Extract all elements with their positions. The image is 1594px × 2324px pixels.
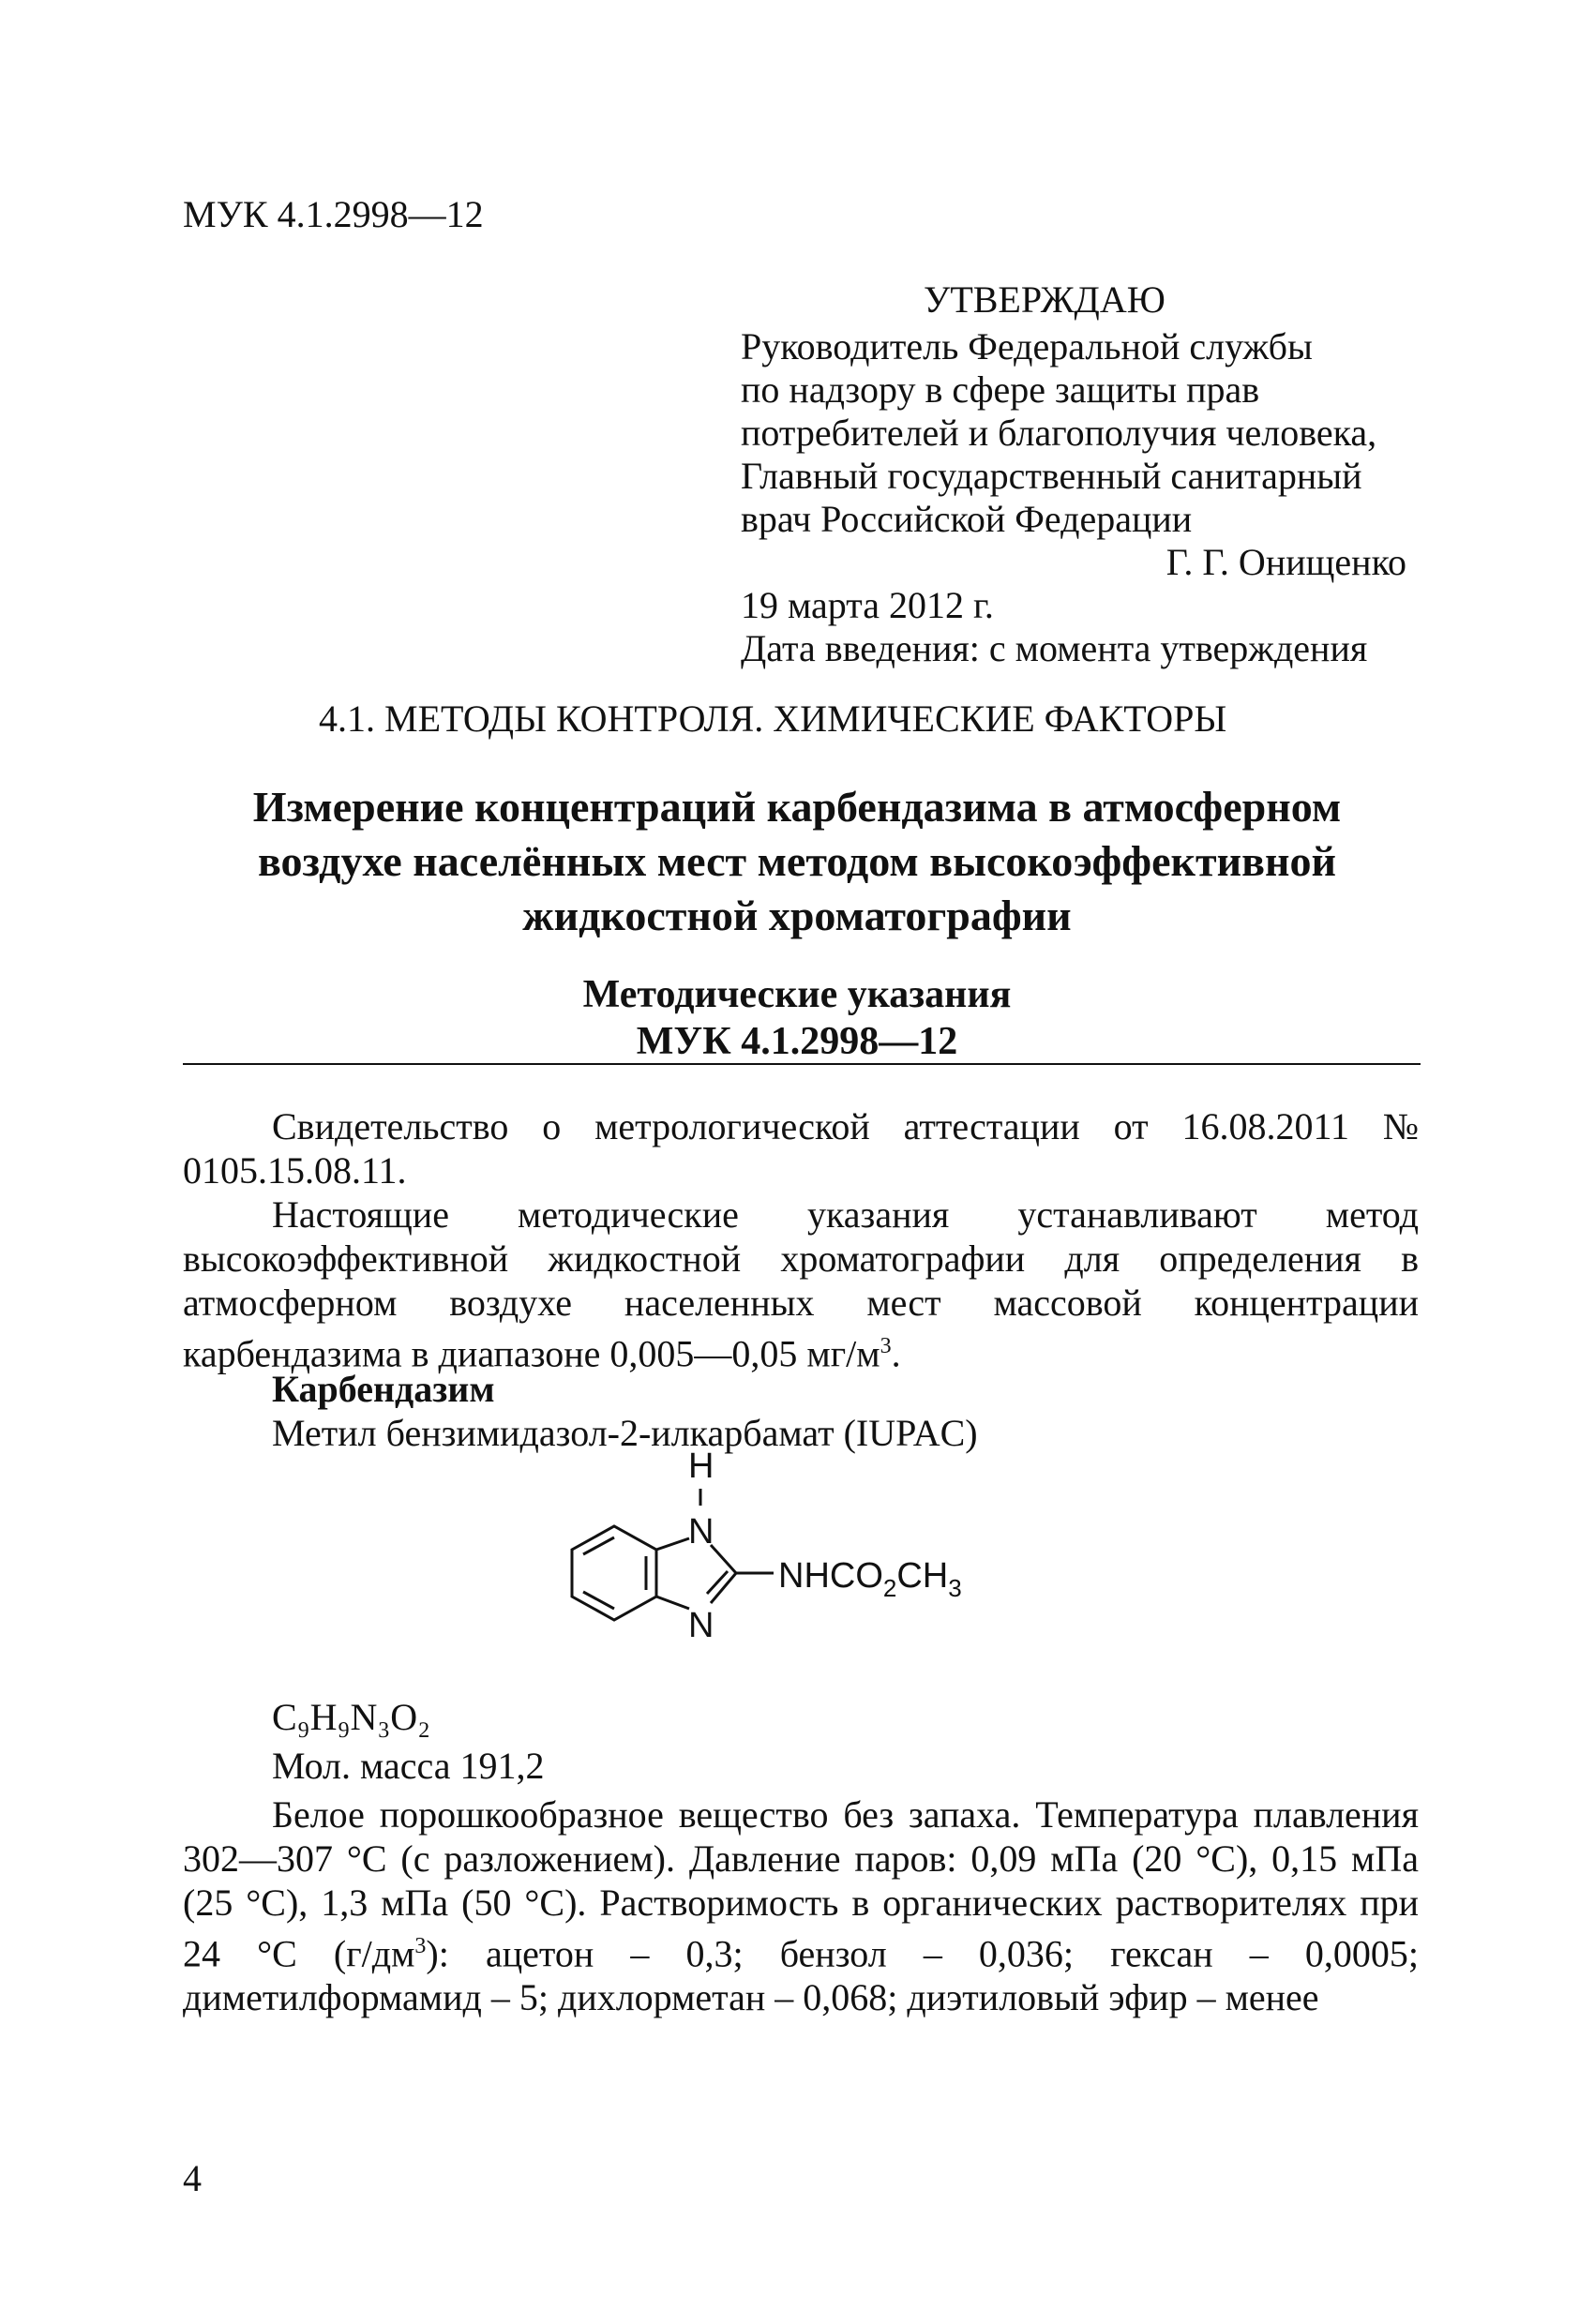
main-title-line: Измерение концентраций карбендазима в атмосферном [252,783,1342,831]
approval-date: 19 марта 2012 г. [741,584,994,626]
scope-end: . [891,1332,901,1375]
signatory-name: Г. Г. Онищенко [1165,541,1406,583]
properties-text: Белое порошкообразное вещество без запаха. Температура плавления 302—307 °С (с разложением). Давление паров: 0,09 мПа (20 °С), 0,15 мПа (25 °С), 1,3 мПа (50 °С). Растворимость в органических растворителях при 24 °С (г/дм [183,1793,1419,1975]
subtitle-line: Методические указания [582,973,1012,1016]
scope-text: Настоящие методические указания устанавливают метод высокоэффективной жидкостной хроматографии для определения в атмосферном воздухе населенных мест массовой концентрации карбендазима в диапазоне 0,005—0,05 мг/м [183,1193,1419,1375]
page-number: 4 [183,2157,202,2199]
molecular-formula: C₉H₉N₃O₂ [272,1696,431,1738]
main-title [0,780,1594,943]
nitrogen-label: N [688,1512,714,1552]
title-divider [183,1063,1421,1065]
hydrogen-label: H [688,1451,714,1486]
benzene-ring [572,1526,656,1620]
document-code: МУК 4.1.2998—12 [183,193,484,235]
approval-line: врач Российской Федерации [741,498,1193,540]
main-title-line: жидкостной хроматографии [522,892,1072,939]
properties-superscript: 3 [414,1934,427,1958]
approval-line: Главный государственный санитарный [741,455,1362,497]
approval-line: Руководитель Федеральной службы [741,325,1313,367]
approval-block [741,278,1416,670]
main-title-line: воздухе населённых мест методом высокоэффективной [258,837,1336,885]
iupac-name: Метил бензимидазол-2-илкарбамат (IUPAC) [272,1412,978,1454]
substance-name: Карбендазим [272,1368,495,1410]
properties-paragraph [183,1792,1419,2019]
scope-paragraph [183,1192,1419,1375]
molecular-mass: Мол. масса 191,2 [272,1745,545,1787]
substituent-label: $NHCO_2CH_3$ [778,1556,962,1602]
approval-title: УТВЕРЖДАЮ [924,278,1165,321]
section-title: 4.1. МЕТОДЫ КОНТРОЛЯ. ХИМИЧЕСКИЕ ФАКТОРЫ [319,697,1227,740]
scope-superscript: 3 [880,1334,892,1358]
properties-text-end: ): ацетон – 0,3; бензол – 0,036; гексан – 0,0005; диметилформамид – 5; дихлорметан – 0,068; диэтиловый эфир – менее [183,1932,1419,2019]
approval-line: по надзору в сфере защиты прав [741,368,1260,411]
structural-formula [563,1451,1069,1686]
certificate-paragraph: Свидетельство о метрологической аттестации от 16.08.2011 № 0105.15.08.11. [183,1105,1419,1192]
subtitle-code: МУК 4.1.2998—12 [636,1020,958,1063]
approval-line: потребителей и благополучия человека, [741,412,1377,454]
document-subtitle [0,971,1594,1065]
nitrogen-label: N [688,1606,714,1645]
effective-date: Дата введения: с момента утверждения [741,627,1368,669]
